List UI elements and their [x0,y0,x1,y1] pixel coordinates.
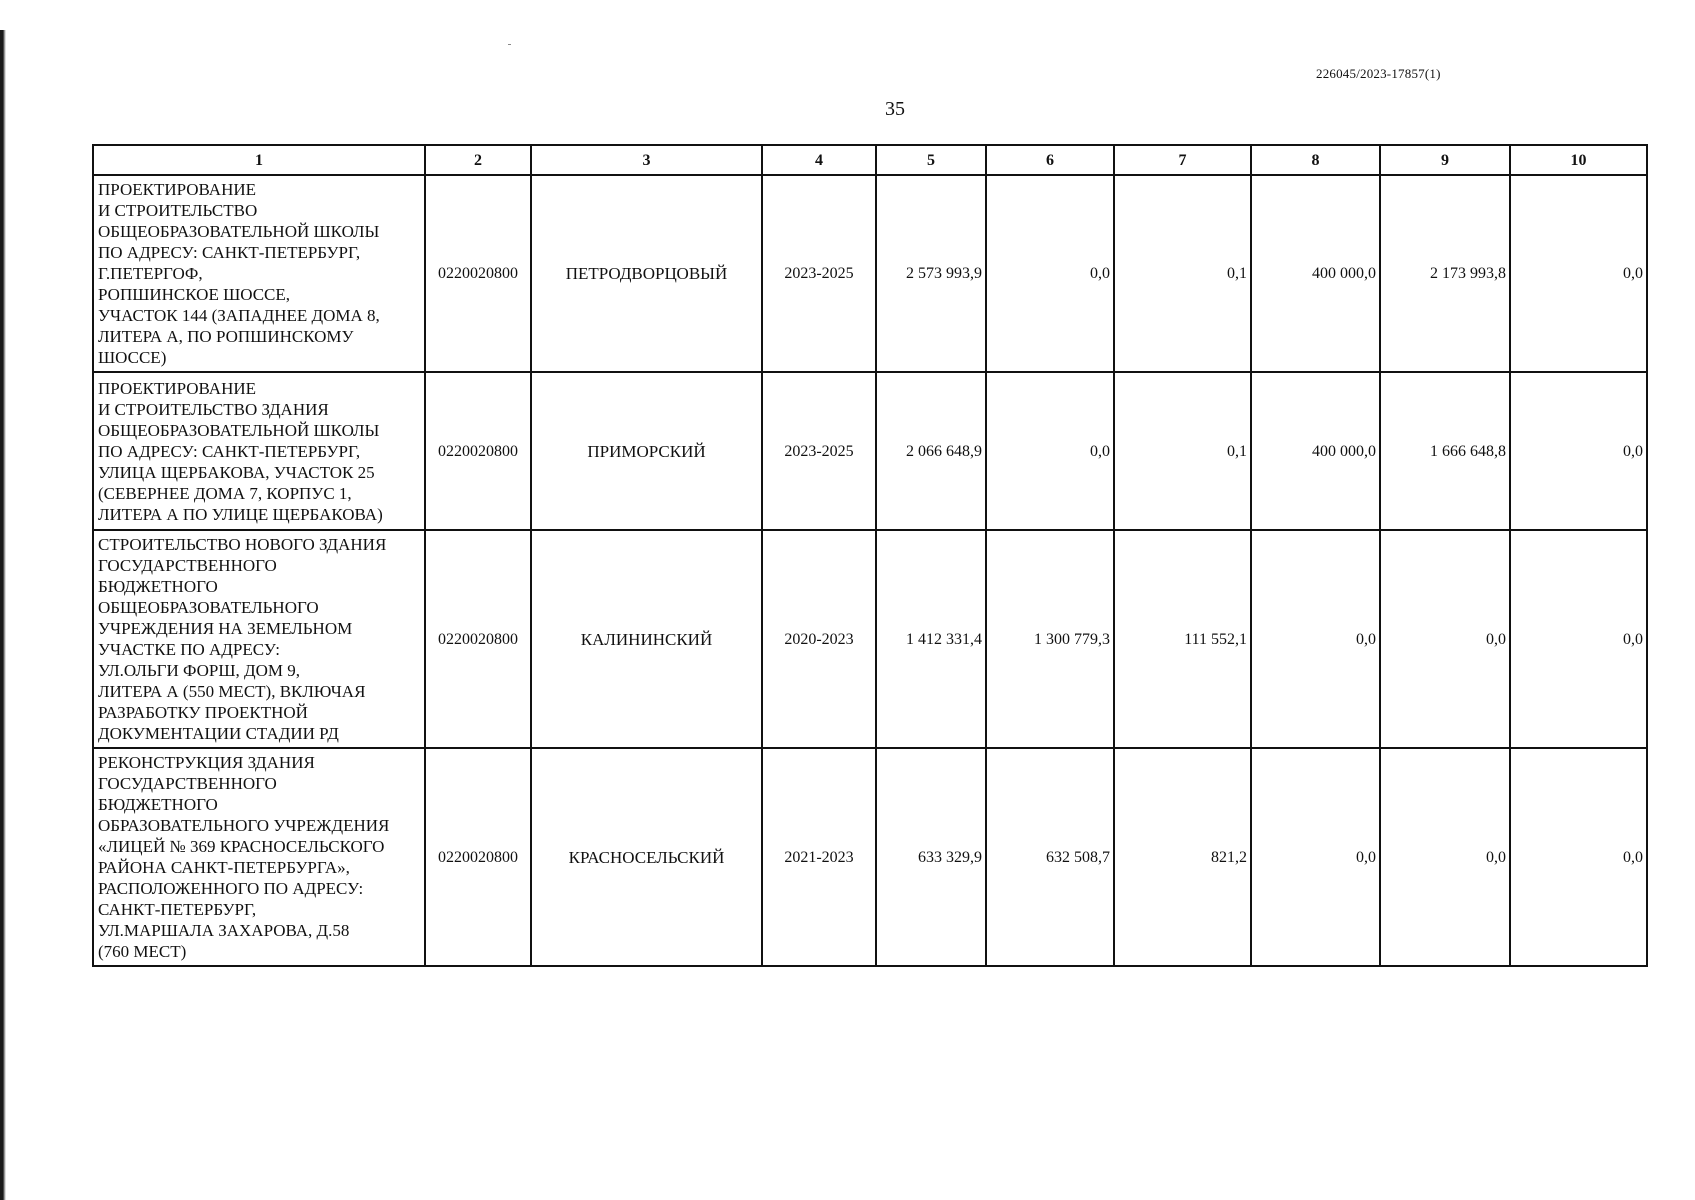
scan-edge-shadow [0,30,6,1200]
district-cell: ПЕТРОДВОРЦОВЫЙ [531,175,762,372]
project-name-line: ДОКУМЕНТАЦИИ СТАДИИ РД [98,724,339,743]
project-name-line: УЧРЕЖДЕНИЯ НА ЗЕМЕЛЬНОМ [98,619,353,638]
project-name-cell [93,175,425,372]
program-table [92,144,1648,967]
district-cell: КРАСНОСЕЛЬСКИЙ [531,748,762,966]
value-cell-9: 1 666 648,8 [1380,372,1510,530]
column-header: 9 [1380,145,1510,175]
project-name-line: ПО АДРЕСУ: САНКТ-ПЕТЕРБУРГ, [98,243,361,262]
value-cell-5: 1 412 331,4 [876,530,986,748]
value-cell-10: 0,0 [1510,748,1647,966]
value-cell-6: 0,0 [986,175,1114,372]
project-name-line: ЛИТЕРА А, ПО РОПШИНСКОМУ [98,327,354,346]
project-name-line: СТРОИТЕЛЬСТВО НОВОГО ЗДАНИЯ [98,535,387,554]
value-cell-5: 2 573 993,9 [876,175,986,372]
project-name-line: ЛИТЕРА А ПО УЛИЦЕ ЩЕРБАКОВА) [98,504,383,524]
value-cell-6: 0,0 [986,372,1114,530]
budget-code-cell: 0220020800 [425,372,531,530]
value-cell-8: 400 000,0 [1251,372,1380,530]
value-cell-6: 632 508,7 [986,748,1114,966]
budget-code-cell: 0220020800 [425,175,531,372]
district-cell: КАЛИНИНСКИЙ [531,530,762,748]
project-name-line: ГОСУДАРСТВЕННОГО [98,556,277,575]
project-name-cell [93,372,425,530]
project-name-line: САНКТ-ПЕТЕРБУРГ, [98,900,257,919]
project-name-line: ОБЩЕОБРАЗОВАТЕЛЬНОГО [98,598,319,617]
project-name-line: (СЕВЕРНЕЕ ДОМА 7, КОРПУС 1, [98,483,352,503]
project-name-line: ПО АДРЕСУ: САНКТ-ПЕТЕРБУРГ, [98,441,361,461]
project-name-line: Г.ПЕТЕРГОФ, [98,264,203,283]
project-name-line: УЧАСТКЕ ПО АДРЕСУ: [98,640,280,659]
table-header-row [93,145,1647,175]
period-cell: 2023-2025 [762,175,876,372]
column-header: 7 [1114,145,1251,175]
project-name-line: УЛ.МАРШАЛА ЗАХАРОВА, Д.58 [98,921,350,940]
project-name-line: РАЙОНА САНКТ-ПЕТЕРБУРГА», [98,858,350,877]
value-cell-7: 0,1 [1114,372,1251,530]
column-header: 5 [876,145,986,175]
value-cell-8: 400 000,0 [1251,175,1380,372]
project-name-line: ПРОЕКТИРОВАНИЕ [98,180,257,199]
value-cell-6: 1 300 779,3 [986,530,1114,748]
project-name-line: УЛИЦА ЩЕРБАКОВА, УЧАСТОК 25 [98,462,375,482]
document-id: 226045/2023-17857(1) [1316,66,1441,81]
project-name-line: БЮДЖЕТНОГО [98,577,218,596]
project-name-line: РАСПОЛОЖЕННОГО ПО АДРЕСУ: [98,879,364,898]
project-name-line: УЧАСТОК 144 (ЗАПАДНЕЕ ДОМА 8, [98,306,380,325]
project-name-cell [93,748,425,966]
project-name-line: РЕКОНСТРУКЦИЯ ЗДАНИЯ [98,753,315,772]
project-name-line: РАЗРАБОТКУ ПРОЕКТНОЙ [98,703,308,722]
project-name-line: (760 МЕСТ) [98,942,187,961]
value-cell-7: 0,1 [1114,175,1251,372]
project-name-line: ОБЩЕОБРАЗОВАТЕЛЬНОЙ ШКОЛЫ [98,420,380,440]
value-cell-10: 0,0 [1510,372,1647,530]
project-name-line: РОПШИНСКОЕ ШОССЕ, [98,285,291,304]
column-header: 4 [762,145,876,175]
project-name-line: ОБРАЗОВАТЕЛЬНОГО УЧРЕЖДЕНИЯ [98,816,390,835]
value-cell-8: 0,0 [1251,748,1380,966]
budget-code-cell: 0220020800 [425,530,531,748]
table-row [93,748,1647,966]
column-header: 3 [531,145,762,175]
period-cell: 2021-2023 [762,748,876,966]
value-cell-9: 0,0 [1380,530,1510,748]
project-name-line: ШОССЕ) [98,348,167,367]
budget-code-cell: 0220020800 [425,748,531,966]
column-header: 10 [1510,145,1647,175]
page-number: 35 [885,98,905,120]
column-header: 1 [93,145,425,175]
value-cell-9: 0,0 [1380,748,1510,966]
table-row [93,530,1647,748]
column-header: 6 [986,145,1114,175]
project-name-line: ГОСУДАРСТВЕННОГО [98,774,277,793]
value-cell-10: 0,0 [1510,530,1647,748]
project-name-line: «ЛИЦЕЙ № 369 КРАСНОСЕЛЬСКОГО [98,837,385,856]
period-cell: 2020-2023 [762,530,876,748]
value-cell-5: 2 066 648,9 [876,372,986,530]
project-name-line: ПРОЕКТИРОВАНИЕ [98,378,257,398]
table-row [93,175,1647,372]
value-cell-9: 2 173 993,8 [1380,175,1510,372]
project-name-line: И СТРОИТЕЛЬСТВО [98,201,258,220]
period-cell: 2023-2025 [762,372,876,530]
project-name-cell [93,530,425,748]
table-row [93,372,1647,530]
value-cell-5: 633 329,9 [876,748,986,966]
project-name-line: ЛИТЕРА А (550 МЕСТ), ВКЛЮЧАЯ [98,682,366,701]
value-cell-8: 0,0 [1251,530,1380,748]
value-cell-7: 111 552,1 [1114,530,1251,748]
district-cell: ПРИМОРСКИЙ [531,372,762,530]
value-cell-10: 0,0 [1510,175,1647,372]
project-name-line: ОБЩЕОБРАЗОВАТЕЛЬНОЙ ШКОЛЫ [98,222,380,241]
scan-speck [508,44,511,45]
project-name-line: И СТРОИТЕЛЬСТВО ЗДАНИЯ [98,399,329,419]
column-header: 8 [1251,145,1380,175]
column-header: 2 [425,145,531,175]
value-cell-7: 821,2 [1114,748,1251,966]
project-name-line: УЛ.ОЛЬГИ ФОРШ, ДОМ 9, [98,661,300,680]
project-name-line: БЮДЖЕТНОГО [98,795,218,814]
